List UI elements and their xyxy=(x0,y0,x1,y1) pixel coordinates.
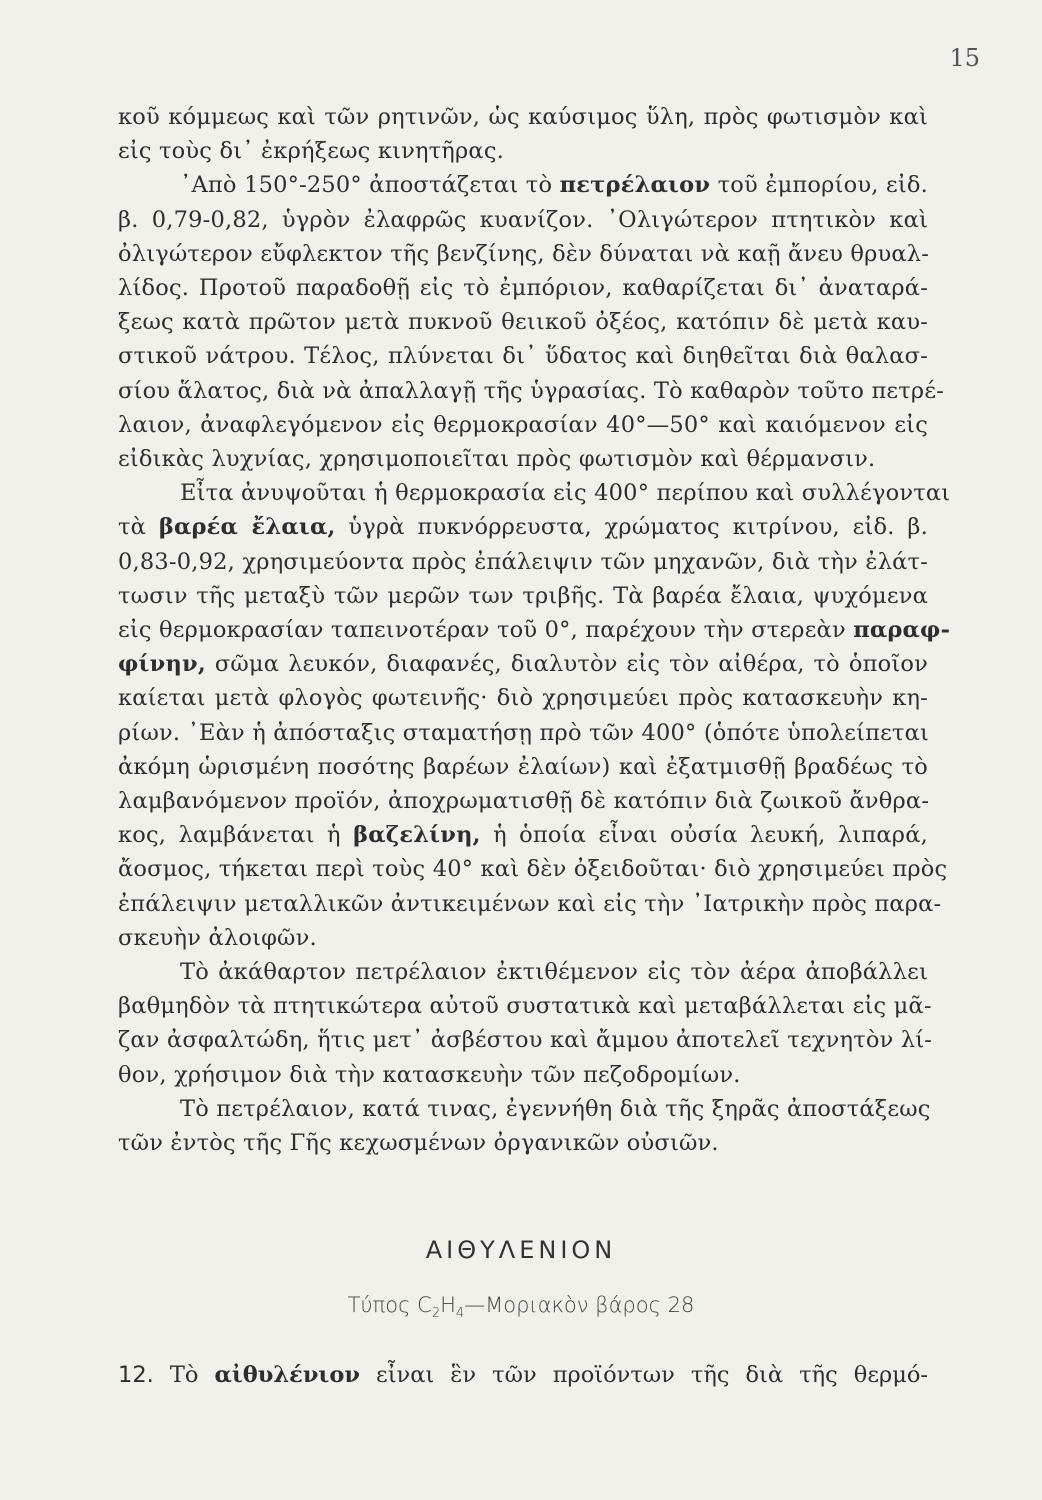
text-line xyxy=(118,1126,928,1160)
text-run: ᾿Απὸ 150°-250° ἀποστάζεται τὸ xyxy=(180,172,560,199)
text-run: Εἶτα ἀνυψοῦται ἡ θερμοκρασία εἰς 400° περίπου καὶ συλλέγονται xyxy=(180,480,951,507)
text-line xyxy=(118,681,928,715)
text-line xyxy=(118,545,928,579)
text-run: τοῦ ἐμπορίου, εἰδ. xyxy=(710,172,929,199)
bold-term: φίνην, xyxy=(118,651,206,678)
last-paragraph-bold-term: αἰθυλένιον xyxy=(214,1362,360,1388)
text-line xyxy=(118,750,928,784)
text-run: ρίων. ᾿Εὰν ἡ ἀπόσταξις σταματήσῃ πρὸ τῶν 400° (ὁπότε ὑπολείπεται xyxy=(118,719,930,746)
text-line xyxy=(118,374,945,408)
text-run: ἐπάλειψιν μεταλλικῶν ἀντικειμένων καὶ εἰς τὴν ᾿Ιατρικὴν πρὸς παρα- xyxy=(118,890,942,917)
text-line xyxy=(118,784,928,818)
text-run: σκευὴν ἀλοιφῶν. xyxy=(118,924,317,951)
bold-term: πετρέλαιον xyxy=(559,172,711,199)
text-line xyxy=(118,442,928,476)
body-text xyxy=(118,100,951,1160)
text-run: λαμβανόμενον προϊόν, ἀποχρωματισθῇ δὲ κατόπιν διὰ ζωικοῦ ἄνθρα- xyxy=(118,788,930,815)
text-run: λίδος. Προτοῦ παραδοθῇ εἰς τὸ ἐμπόριον, καθαρίζεται δι᾿ ἀναταρά- xyxy=(118,275,928,302)
formula-line xyxy=(0,1293,1042,1321)
text-run: Τὸ πετρέλαιον, κατά τινας, ἐγεννήθη διὰ τῆς ξηρᾶς ἀποστάξεως xyxy=(180,1095,931,1122)
text-line xyxy=(118,1058,928,1092)
text-run: ξεως κατὰ πρῶτον μετὰ πυκνοῦ θειικοῦ ὀξέος, κατόπιν δὲ μετὰ καυ- xyxy=(118,309,928,336)
text-line xyxy=(118,921,928,955)
text-run: σίου ἅλατος, διὰ νὰ ἀπαλλαγῇ τῆς ὑγρασίας. Τὸ καθαρὸν τοῦτο πετρέ- xyxy=(118,377,945,404)
text-run: ζαν ἀσφαλτώδη, ἥτις μετ᾿ ἀσβέστου καὶ ἄμμου ἀποτελεῖ τεχνητὸν λί- xyxy=(118,1027,933,1054)
text-run: τῶν ἐντὸς τῆς Γῆς κεχωσμένων ὀργανικῶν οὐσιῶν. xyxy=(118,1130,719,1157)
text-run: ὀλιγώτερον εὔφλεκτον τῆς βενζίνης, δὲν δύναται νὰ καῇ ἄνευ θρυαλ- xyxy=(118,240,930,267)
last-paragraph-text2: εἶναι ἓν τῶν προϊόντων τῆς διὰ τῆς θερμό- xyxy=(359,1362,928,1388)
text-line xyxy=(118,339,928,373)
text-run: εἰς θερμοκρασίαν ταπεινοτέραν τοῦ 0°, παρέχουν τὴν στερεὰν xyxy=(118,617,854,644)
text-line xyxy=(118,887,942,921)
text-run: σῶμα λευκόν, διαφανές, διαλυτὸν εἰς τὸν αἰθέρα, τὸ ὁποῖον xyxy=(205,651,928,678)
section-heading: ΑΙΘΥΛΕΝΙΟΝ xyxy=(425,1236,617,1264)
text-line xyxy=(118,955,928,989)
text-line xyxy=(118,100,928,134)
text-line xyxy=(118,1092,931,1126)
text-line xyxy=(118,510,928,544)
text-line xyxy=(118,818,928,852)
text-run: κος, λαμβάνεται ἡ xyxy=(118,822,354,849)
text-run: Τὸ ἀκάθαρτον πετρέλαιον ἐκτιθέμενον εἰς τὸν ἀέρα ἀποβάλλει xyxy=(180,959,928,986)
text-line xyxy=(118,168,928,202)
bold-term: βαζελίνη, xyxy=(353,822,481,849)
bold-term: βαρέα ἔλαια, xyxy=(158,514,336,541)
bold-term: παραφ- xyxy=(853,617,951,644)
text-line xyxy=(118,408,928,442)
formula-prefix: Τύπος C xyxy=(347,1293,432,1317)
text-run: β. 0,79-0,82, ὑγρὸν ἐλαφρῶς κυανίζον. ᾿Ολιγώτερον πτητικὸν καὶ xyxy=(118,206,928,233)
text-run: καίεται μετὰ φλογὸς φωτεινῆς· διὸ χρησιμεύει πρὸς κατασκευὴν κη- xyxy=(118,685,928,712)
text-line xyxy=(118,647,928,681)
text-run: εἰς τοὺς δι᾿ ἐκρήξεως κινητῆρας. xyxy=(118,138,504,165)
text-line xyxy=(118,476,951,510)
text-run: τωσιν τῆς μεταξὺ τῶν μερῶν των τριβῆς. Τὰ βαρέα ἔλαια, ψυχόμενα xyxy=(118,582,928,609)
text-run: ἄοσμος, τήκεται περὶ τοὺς 40° καὶ δὲν ὀξειδοῦται· διὸ χρησιμεύει πρὸς xyxy=(118,856,948,883)
text-run: ἀκόμη ὡρισμένη ποσότης βαρέων ἐλαίων) καὶ ἐξατμισθῇ βραδέως τὸ xyxy=(118,753,928,780)
formula-sub-carbon: 2 xyxy=(431,1306,441,1322)
text-line xyxy=(118,1023,933,1057)
text-line xyxy=(118,237,928,271)
paragraph-number: 12. xyxy=(118,1362,154,1388)
text-line xyxy=(118,989,932,1023)
text-run: εἰδικὰς λυχνίας, χρησιμοποιεῖται πρὸς φωτισμὸν καὶ θέρμανσιν. xyxy=(118,446,876,473)
text-line xyxy=(118,613,951,647)
text-line xyxy=(118,203,928,237)
text-run: κοῦ κόμμεως καὶ τῶν ρητινῶν, ὡς καύσιμος ὕλη, πρὸς φωτισμὸν καὶ xyxy=(118,104,928,130)
last-paragraph xyxy=(118,1358,928,1392)
text-line xyxy=(118,716,928,750)
text-run: ἡ ὁποία εἶναι οὐσία λευκή, λιπαρά, xyxy=(480,822,928,849)
text-run: 0,83-0,92, χρησιμεύοντα πρὸς ἐπάλειψιν τῶν μηχανῶν, διὰ τὴν ἐλάτ- xyxy=(118,548,928,575)
text-line xyxy=(118,134,928,168)
formula-suffix: —Μοριακὸν βάρος 28 xyxy=(464,1293,695,1317)
text-run: θον, χρήσιμον διὰ τὴν κατασκευὴν τῶν πεζοδρομίων. xyxy=(118,1061,741,1088)
page-number: 15 xyxy=(949,44,980,72)
formula-sub-hydrogen: 4 xyxy=(455,1306,465,1322)
text-line xyxy=(118,579,928,613)
text-run: τὰ xyxy=(118,514,159,541)
text-run: βαθμηδὸν τὰ πτητικώτερα αὐτοῦ συστατικὰ καὶ μεταβάλλεται εἰς μᾶ- xyxy=(118,993,932,1020)
text-run: λαιον, ἀναφλεγόμενον εἰς θερμοκρασίαν 40°—50° καὶ καιόμενον εἰς xyxy=(118,411,928,438)
formula-hydrogen: H xyxy=(440,1293,456,1317)
text-line xyxy=(118,852,948,886)
text-line xyxy=(118,305,928,339)
last-paragraph-text1: Τὸ xyxy=(153,1362,215,1388)
text-run: ὑγρὰ πυκνόρρευστα, χρώματος κιτρίνου, εἰδ. β. xyxy=(335,514,928,541)
text-run: στικοῦ νάτρου. Τέλος, πλύνεται δι᾿ ὕδατος καὶ διηθεῖται διὰ θαλασ- xyxy=(118,343,928,370)
text-line xyxy=(118,271,928,305)
